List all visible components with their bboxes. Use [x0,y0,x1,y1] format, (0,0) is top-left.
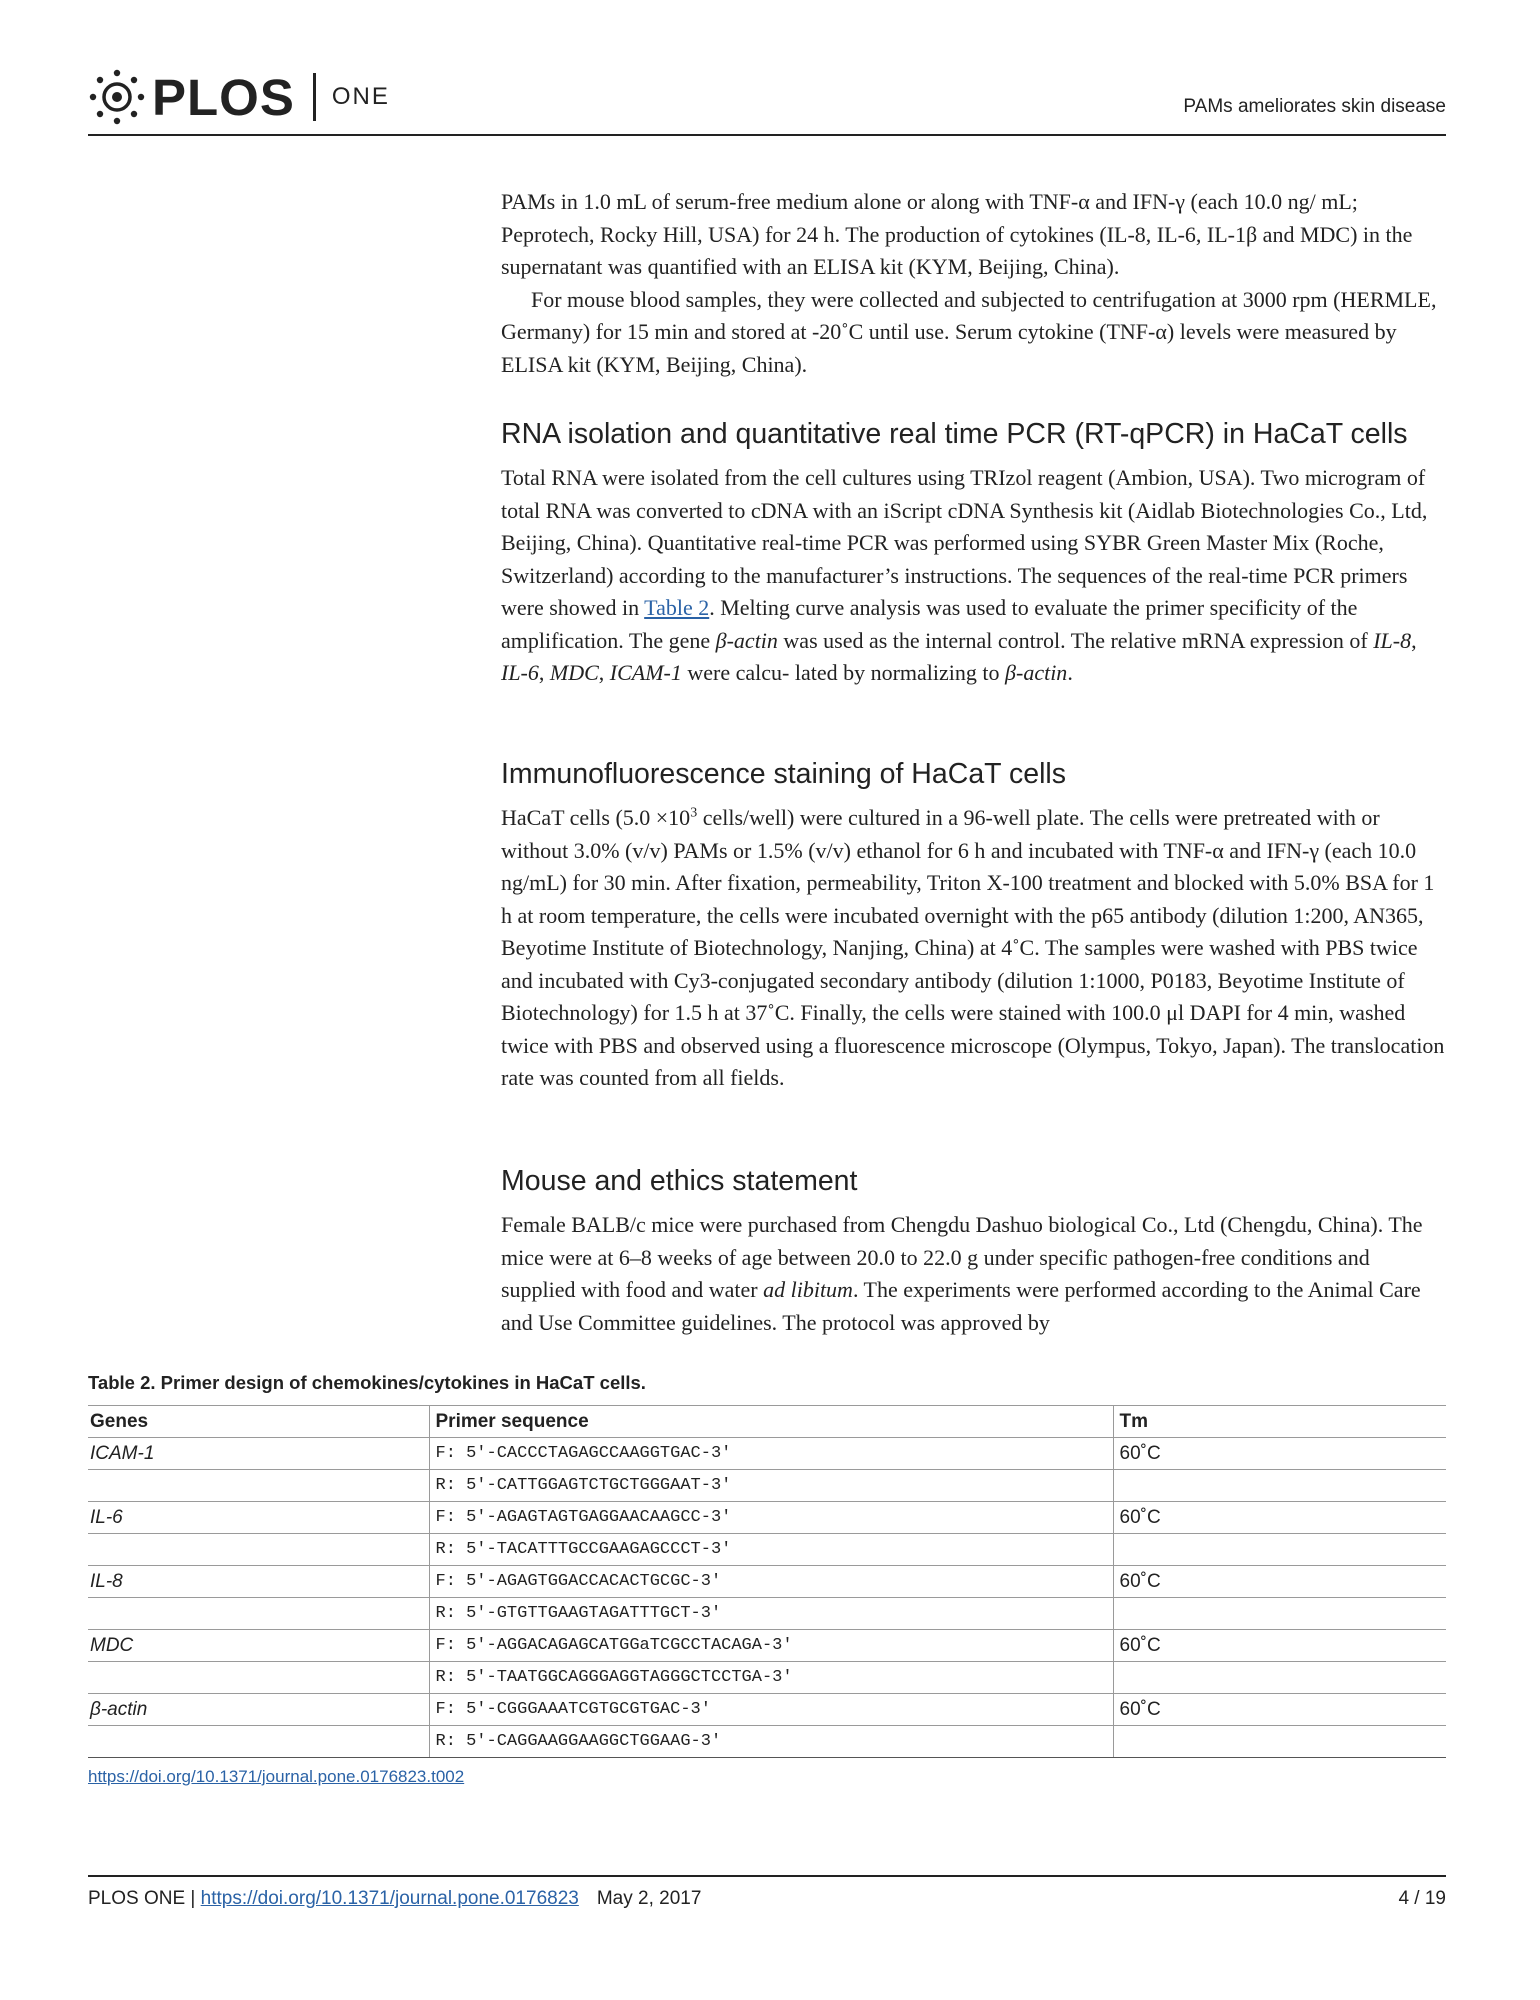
gene-il8: IL-8 [1373,627,1412,653]
sequence-cell: F: 5′-CACCCTAGAGCCAAGGTGAC-3′ [429,1438,1113,1470]
tm-cell [1113,1662,1446,1694]
methods-elisa-paragraphs [501,186,1446,381]
tm-cell: 60˚C [1113,1694,1446,1726]
section-heading-rna: RNA isolation and quantitative real time PCR (RT-qPCR) in HaCaT cells [501,418,1408,450]
mouse-italic: ad libitum [763,1277,853,1302]
column-header-primer-sequence: Primer sequence [429,1406,1113,1438]
immunofluorescence-paragraph [501,802,1446,1095]
gene-cell [88,1598,429,1630]
section-heading-mouse: Mouse and ethics statement [501,1165,858,1197]
tm-cell [1113,1726,1446,1758]
column-header-tm: Tm [1113,1406,1446,1438]
gene-cell: MDC [88,1630,429,1662]
table-header-row [88,1406,1446,1438]
footer-journal: PLOS ONE | [88,1888,201,1909]
gene-il6: IL-6 [501,660,539,685]
footer-doi-link[interactable]: https://doi.org/10.1371/journal.pone.0176823 [200,1888,579,1909]
gene-cell: β-actin [88,1694,429,1726]
logo-plos-text: PLOS [152,68,295,126]
table-row [88,1726,1446,1758]
table-row [88,1598,1446,1630]
rna-text-c: was used as the internal control. The relative mRNA expression of [777,627,1374,653]
tm-cell: 60˚C [1113,1438,1446,1470]
mouse-text-a: Female BALB/c mice were purchased from Chengdu Dashuo biological Co., Ltd (Chengdu, China). The mice were at 6–8 weeks of age between 20.0 to 22.0 g under specific pathogen-free conditions and supplied with food and water [501,1212,1423,1302]
table-row [88,1662,1446,1694]
logo-one-text: ONE [331,83,390,110]
serum-paragraph: For mouse blood samples, they were collected and subjected to centrifugation at 3000 rpm (HERMLE, Germany) for 15 min and stored at -20˚C until use. Serum cytokine (TNF-α) levels were measured by ELISA kit (KYM, Beijing, China). [501,286,1437,377]
gene-cell: ICAM-1 [88,1438,429,1470]
table-row [88,1438,1446,1470]
sequence-cell: F: 5′-AGAGTAGTGAGGAACAAGCC-3′ [429,1502,1113,1534]
primer-table [88,1405,1446,1758]
gene-mdc: MDC [549,660,599,685]
sequence-cell: R: 5′-CAGGAAGGAAGGCTGGAAG-3′ [429,1726,1113,1758]
sequence-cell: R: 5′-CATTGGAGTCTGCTGGGAAT-3′ [429,1470,1113,1502]
table-row [88,1566,1446,1598]
header-rule [88,134,1446,136]
table-title: Table 2. Primer design of chemokines/cytokines in HaCaT cells. [88,1372,646,1393]
table-row [88,1630,1446,1662]
plos-one-logo [88,62,390,132]
rna-comma: , [538,660,550,685]
mouse-paragraph [501,1209,1446,1339]
page-number: 4 / 19 [1398,1888,1446,1909]
table-row [88,1534,1446,1566]
table-2-link[interactable]: Table 2 [644,595,710,620]
sequence-cell: R: 5′-TACATTTGCCGAAGAGCCCT-3′ [429,1534,1113,1566]
table-row [88,1502,1446,1534]
running-head: PAMs ameliorates skin disease [1183,96,1446,117]
logo-separator [313,73,316,121]
table-doi-link[interactable]: https://doi.org/10.1371/journal.pone.0176823.t002 [88,1767,465,1786]
plos-sun-icon [88,68,146,126]
gene-cell [88,1470,429,1502]
tm-cell: 60˚C [1113,1566,1446,1598]
mouse-paragraph-block [501,1209,1446,1339]
tm-cell: 60˚C [1113,1630,1446,1662]
rna-comma: , [598,660,610,685]
rna-text-b: . Melting curve analysis was used to evaluate the primer specificity of the amplification. The gene [501,595,1358,653]
rna-text-e: . [1067,660,1073,685]
tm-cell [1113,1534,1446,1566]
table-row [88,1470,1446,1502]
if-superscript: 3 [690,805,698,821]
gene-cell [88,1662,429,1694]
if-text-a: HaCaT cells (5.0 ×10 [501,805,691,830]
gene-cell: IL-8 [88,1566,429,1598]
sequence-cell: F: 5′-AGAGTGGACCACACTGCGC-3′ [429,1566,1113,1598]
page-footer [88,1888,701,1910]
section-heading-immunofluorescence: Immunofluorescence staining of HaCaT cells [501,758,1066,790]
gene-beta-actin: β-actin [1005,660,1068,685]
footer-rule [88,1875,1446,1877]
gene-cell: IL-6 [88,1502,429,1534]
sequence-cell: R: 5′-GTGTTGAAGTAGATTTGCT-3′ [429,1598,1113,1630]
immunofluorescence-paragraph-block [501,802,1446,1095]
tm-cell [1113,1598,1446,1630]
tm-cell: 60˚C [1113,1502,1446,1534]
table-row [88,1694,1446,1726]
sequence-cell: F: 5′-CGGGAAATCGTGCGTGAC-3′ [429,1694,1113,1726]
rna-paragraph [501,462,1446,690]
sequence-cell: F: 5′-AGGACAGAGCATGGaTCGCCTACAGA-3′ [429,1630,1113,1662]
column-header-genes: Genes [88,1406,429,1438]
rna-text-d: were calcu- lated by normalizing to [681,660,1006,685]
sequence-cell: R: 5′-TAATGGCAGGGAGGTAGGGCTCCTGA-3′ [429,1662,1113,1694]
tm-cell [1113,1470,1446,1502]
mouse-text-b: . The experiments were performed according to the Animal Care and Use Committee guidelines. The protocol was approved by [501,1277,1421,1335]
gene-cell [88,1534,429,1566]
if-text-b: cells/well) were cultured in a 96-well plate. The cells were pretreated with or without 3.0% (v/v) PAMs or 1.5% (v/v) ethanol for 6 h and incubated with TNF-α and IFN-γ (each 10.0 ng/mL) for 30 min. After fixation, permeability, Triton X-100 treatment and blocked with 5.0% BSA for 1 h at room temperature, the cells were incubated overnight with the p65 antibody (dilution 1:200, AN365, Beyotime Institute of Biotechnology, Nanjing, China) at 4˚C. The samples were washed with PBS twice and incubated with Cy3-conjugated secondary antibody (dilution 1:1000, P0183, Beyotime Institute of Biotechnology) for 1.5 h at 37˚C. Finally, the cells were stained with 100.0 μl DAPI for 4 min, washed twice with PBS and observed using a fluorescence microscope (Olympus, Tokyo, Japan). The translocation rate was counted from all fields. [501,805,1445,1090]
footer-date: May 2, 2017 [596,1888,702,1909]
elisa-paragraph: PAMs in 1.0 mL of serum-free medium alone or along with TNF-α and IFN-γ (each 10.0 ng/ mL; Peprotech, Rocky Hill, USA) for 24 h. The production of cytokines (IL-8, IL-6, IL-1β and MDC) in the supernatant was quantified with an ELISA kit (KYM, Beijing, China). [501,189,1413,279]
gene-beta-actin: β-actin [715,627,778,653]
rna-text-a: Total RNA were isolated from the cell cultures using TRIzol reagent (Ambion, USA). Two microgram of total RNA was converted to cDNA with an iScript cDNA Synthesis kit (Aidlab Biotechnologies Co., Ltd, Beijing, China). Quantitative real-time PCR was performed using SYBR Green Master Mix (Roche, Switzerland) according to the manufacturer’s instructions. The sequences of the real-time PCR primers were showed in [501,465,1428,620]
rna-comma: , [1411,627,1417,653]
gene-icam1: ICAM-1 [609,660,682,685]
rna-paragraph-block [501,462,1446,690]
gene-cell [88,1726,429,1758]
